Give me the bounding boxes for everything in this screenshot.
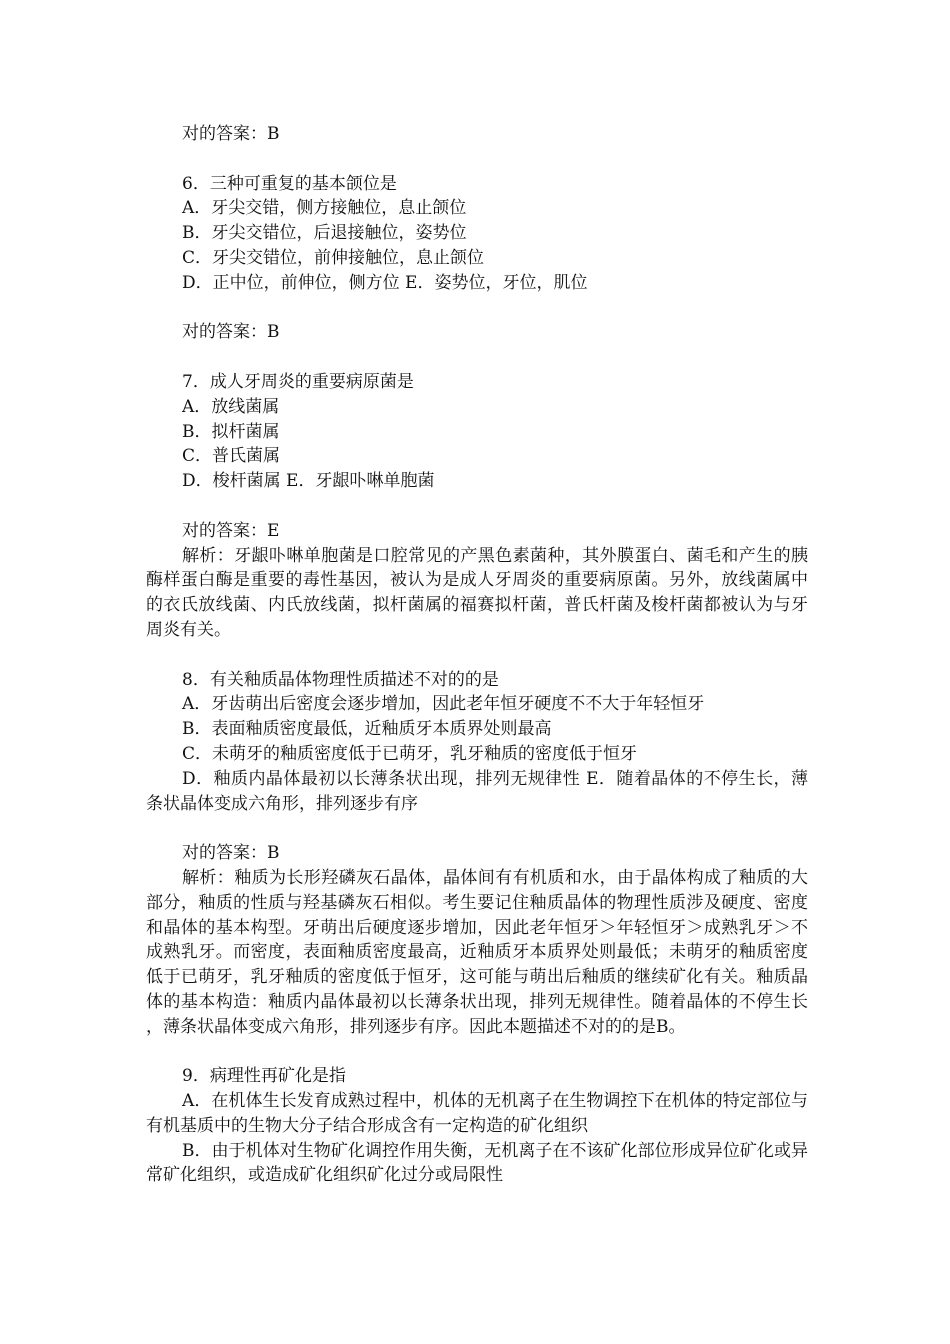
question-6-option-c: C．牙尖交错位，前伸接触位，息止颌位 <box>182 247 485 268</box>
document-page <box>146 122 808 1188</box>
question-6-option-b: B．牙尖交错位，后退接触位，姿势位 <box>182 223 467 244</box>
answer-q5: 对的答案：B <box>182 124 280 144</box>
question-9-option-a: A．在机体生长发育成熟过程中，机体的无机离子在生物调控下在机体的特定部位与有机基质中的生物大分子结合形成含有一定构造的矿化组织 <box>146 1091 808 1136</box>
question-6-stem: 6．三种可重复的基本颌位是 <box>182 173 397 194</box>
question-8-option-c: C．未萌牙的釉质密度低于已萌牙，乳牙釉质的密度低于恒牙 <box>182 743 638 764</box>
question-9-option-b: B．由于机体对生物矿化调控作用失衡，无机离子在不该矿化部位形成异位矿化或异常矿化组织，或造成矿化组织矿化过分或局限性 <box>146 1140 808 1186</box>
spacer <box>146 494 808 519</box>
question-7-option-c: C．普氏菌属 <box>182 446 281 467</box>
question-8-stem: 8．有关釉质晶体物理性质描述不对的的是 <box>182 669 499 690</box>
question-6-option-de: D．正中位，前伸位，侧方位 E．姿势位，牙位，肌位 <box>182 272 588 293</box>
analysis-q8: 解析：釉质为长形羟磷灰石晶体，晶体间有有机质和水，由于晶体构成了釉质的大部分，釉质的性质与羟基磷灰石相似。考生要记住釉质晶体的物理性质涉及硬度、密度和晶体的基本构型。牙萌出后硬度逐步增加，因此老年恒牙＞年轻恒牙＞成熟乳牙＞不成熟乳牙。而密度，表面釉质密度最高，近釉质牙本质界处则最低；未萌牙的釉质密度低于已萌牙，乳牙釉质的密度低于恒牙，这可能与萌出后釉质的继续矿化有关。釉质晶体的基本构造：釉质内晶体最初以长薄条状出现，排列无规律性。随着晶体的不停生长，薄条状晶体变成六角形，排列逐步有序。因此本题描述不对的的是B。 <box>146 867 808 1037</box>
spacer <box>146 816 808 841</box>
question-6-option-a: A．牙尖交错，侧方接触位，息止颌位 <box>182 198 467 219</box>
question-7-option-a: A．放线菌属 <box>182 396 280 417</box>
answer-q8: 对的答案：B <box>182 843 280 864</box>
analysis-q7: 解析：牙龈卟啉单胞菌是口腔常见的产黑色素菌种，其外膜蛋白、菌毛和产生的胰酶样蛋白酶是重要的毒性基因，被认为是成人牙周炎的重要病原菌。另外，放线菌属中的衣氏放线菌、内氏放线菌，拟杆菌属的福赛拟杆菌，普氏杆菌及梭杆菌都被认为与牙周炎有关。 <box>146 545 808 640</box>
question-8-option-b: B．表面釉质密度最低，近釉质牙本质界处则最高 <box>182 719 552 740</box>
question-7-option-de: D．梭杆菌属 E．牙龈卟啉单胞菌 <box>182 471 435 492</box>
spacer <box>146 296 808 321</box>
answer-q6: 对的答案：B <box>182 322 280 343</box>
question-8-option-a: A．牙齿萌出后密度会逐步增加，因此老年恒牙硬度不不大于年轻恒牙 <box>182 694 705 715</box>
answer-q7: 对的答案：E <box>182 520 280 541</box>
spacer <box>146 147 808 172</box>
question-8-option-de: D．釉质内晶体最初以长薄条状出现，排列无规律性 E．随着晶体的不停生长，薄条状晶体变成六角形，排列逐步有序 <box>146 768 808 814</box>
question-7-stem: 7．成人牙周炎的重要病原菌是 <box>182 371 414 392</box>
spacer <box>146 345 808 370</box>
spacer <box>146 1039 808 1064</box>
question-7-option-b: B．拟杆菌属 <box>182 421 280 442</box>
spacer <box>146 643 808 668</box>
question-9-stem: 9．病理性再矿化是指 <box>182 1066 346 1087</box>
